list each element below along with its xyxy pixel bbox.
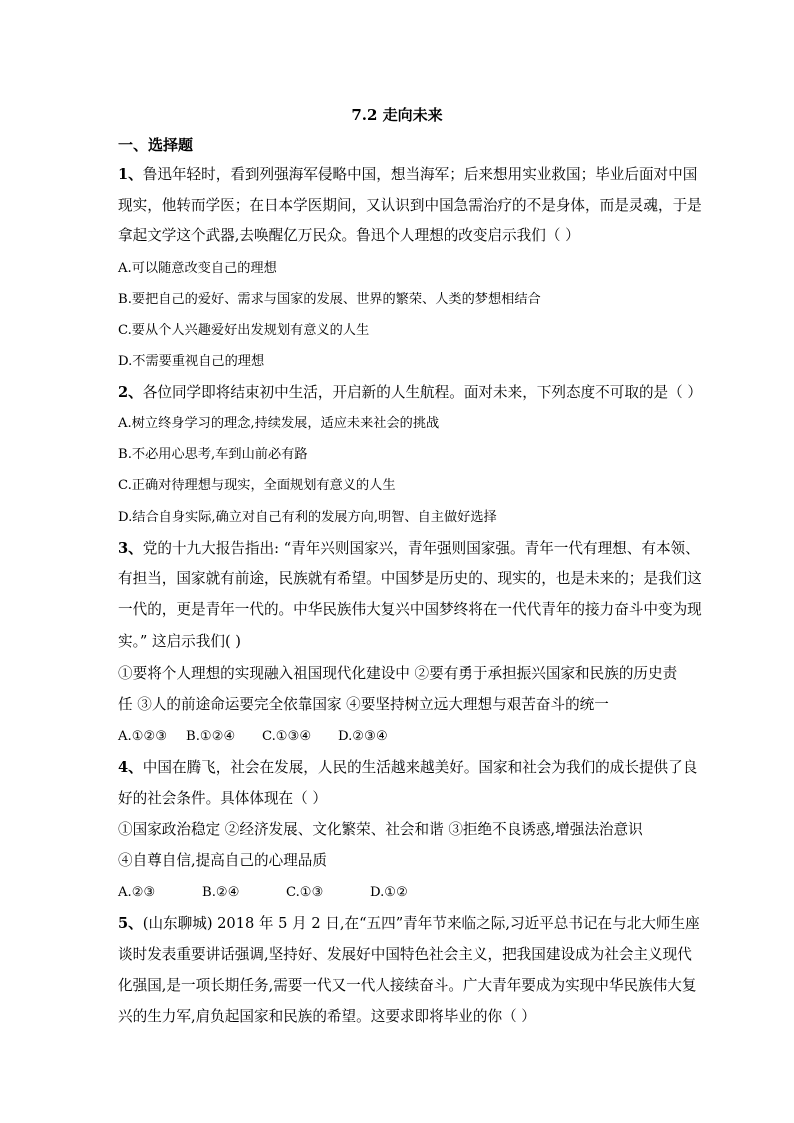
question-3-line-1: 3、党的十九大报告指出: “青年兴则国家兴，青年强则国家强。青年一代有理想、有本领、 <box>118 540 700 557</box>
question-1-line-1: 1、鲁迅年轻时，看到列强海军侵略中国，想当海军；后来想用实业救国；毕业后面对中国 <box>118 166 698 183</box>
option-c: C.①③④ <box>262 729 312 744</box>
question-2-option-c: C.正确对待理想与现实，全面规划有意义的人生 <box>118 478 396 493</box>
question-number: 3、 <box>118 540 143 557</box>
question-number: 4、 <box>118 759 143 776</box>
question-number: 2、 <box>118 384 143 401</box>
question-5-line-4: 兴的生力军,肩负起国家和民族的希望。这要求即将毕业的你（ ） <box>118 1008 536 1025</box>
option-a: A.②③ <box>118 885 156 900</box>
question-3-line-3: 一代的，更是青年一代的。中华民族伟大复兴中国梦终将在一代代青年的接力奋斗中变为现 <box>118 601 702 618</box>
question-1-line-3: 拿起文学这个武器,去唤醒亿万民众。鲁迅个人理想的改变启示我们（ ） <box>118 227 580 244</box>
question-5-line-1: 5、(山东聊城) 2018 年 5 月 2 日,在“五四”青年节来临之际,习近平总书记在与北大师生座 <box>118 915 700 932</box>
question-4-statements-line-2: ④自尊自信,提高自己的心理品质 <box>118 852 327 869</box>
question-4-line-1: 4、中国在腾飞，社会在发展，人民的生活越来越美好。国家和社会为我们的成长提供了良 <box>118 759 698 776</box>
option-b: B.②④ <box>202 885 240 900</box>
question-3-line-2: 有担当，国家就有前途，民族就有希望。中国梦是历史的、现实的，也是未来的；是我们这 <box>118 570 702 587</box>
question-2-option-b: B.不必用心思考,车到山前必有路 <box>118 447 308 462</box>
question-1-option-b: B.要把自己的爱好、需求与国家的发展、世界的繁荣、人类的梦想相结合 <box>118 292 541 307</box>
question-1-option-a: A.可以随意改变自己的理想 <box>118 261 277 276</box>
question-number: 1、 <box>118 166 143 183</box>
question-4-statements-line-1: ①国家政治稳定 ②经济发展、文化繁荣、社会和谐 ③拒绝不良诱惑,增强法治意识 <box>118 821 643 838</box>
question-2-line-1: 2、各位同学即将结束初中生活，开启新的人生航程。面对未来，下列态度不可取的是（ ） <box>118 384 702 401</box>
question-3-options <box>118 727 388 747</box>
question-2-option-d: D.结合自身实际,确立对自己有利的发展方向,明智、自主做好选择 <box>118 510 497 525</box>
question-5-line-3: 化强国,是一项长期任务,需要一代又一代人接续奋斗。广大青年要成为实现中华民族伟大复 <box>118 977 697 994</box>
page-title: 7.2 走向未来 <box>351 106 443 124</box>
question-1-option-c: C.要从个人兴趣爱好出发规划有意义的人生 <box>118 323 370 338</box>
option-b: B.①②④ <box>186 729 236 744</box>
question-3-statements-line-2: 任 ③人的前途命运要完全依靠国家 ④要坚持树立远大理想与艰苦奋斗的统一 <box>118 696 609 713</box>
question-number: 5、 <box>118 915 143 932</box>
question-3-line-4: 实。” 这启示我们( ) <box>118 633 241 650</box>
question-1-option-d: D.不需要重视自己的理想 <box>118 354 265 369</box>
option-d: D.①② <box>370 885 408 900</box>
question-4-line-2: 好的社会条件。具体体现在（ ） <box>118 790 327 807</box>
section-heading: 一、选择题 <box>118 136 194 154</box>
question-4-options <box>118 883 408 903</box>
question-3-statements-line-1: ①要将个人理想的实现融入祖国现代化建设中 ②要有勇于承担振兴国家和民族的历史责 <box>118 665 678 682</box>
question-5-line-2: 谈时发表重要讲话强调,坚持好、发展好中国特色社会主义，把我国建设成为社会主义现代 <box>118 946 692 963</box>
question-2-option-a: A.树立终身学习的理念,持续发展，适应未来社会的挑战 <box>118 416 440 431</box>
option-a: A.①②③ <box>118 729 168 744</box>
question-1-line-2: 现实，他转而学医；在日本学医期间，又认识到中国急需治疗的不是身体，而是灵魂，于是 <box>118 197 702 214</box>
option-c: C.①③ <box>286 885 324 900</box>
option-d: D.②③④ <box>338 729 388 744</box>
